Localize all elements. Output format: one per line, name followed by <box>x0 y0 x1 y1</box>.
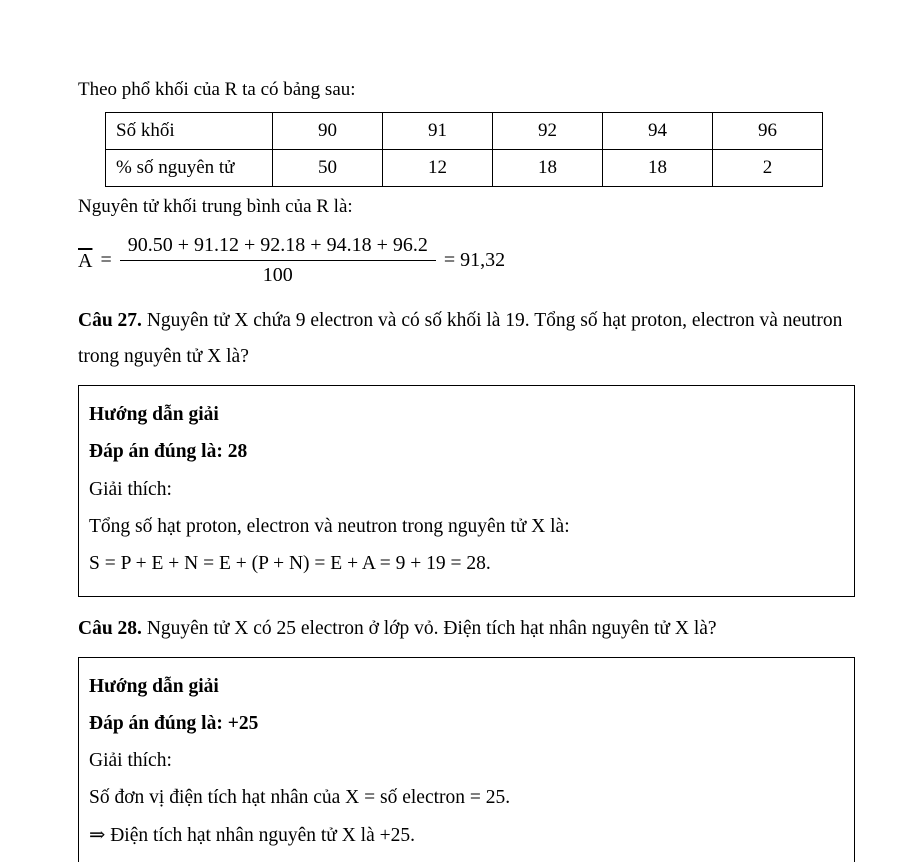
table-cell: 12 <box>383 149 493 186</box>
formula-result: = 91,32 <box>443 249 506 272</box>
table-cell: 90 <box>273 112 383 149</box>
solution-explain-label: Giải thích: <box>89 750 172 772</box>
table-cell: 2 <box>713 149 823 186</box>
question-28-text: Nguyên tử X có 25 electron ở lớp vỏ. Điện tích hạt nhân nguyên tử X là? <box>141 617 717 639</box>
formula-symbol-a: $\overline{A}$ <box>78 250 93 273</box>
table-cell: 91 <box>383 112 493 149</box>
solution-line: S = P + E + N = E + (P + N) = E + A = 9 + 19 = 28. <box>89 553 491 575</box>
table-row-label: % số nguyên tử <box>106 149 273 186</box>
solution-answer: Đáp án đúng là: +25 <box>89 712 259 734</box>
table-cell: 18 <box>493 149 603 186</box>
question-27-text: Nguyên tử X chứa 9 electron và có số khối là 19. Tổng số hạt proton, electron và neutron trong nguyên tử X là? <box>78 310 843 368</box>
solution-heading: Hướng dẫn giải <box>89 675 219 697</box>
average-mass-formula <box>78 234 855 287</box>
question-28 <box>78 611 855 647</box>
table-row <box>106 149 823 186</box>
solution-box-27 <box>78 385 855 596</box>
question-27 <box>78 303 855 375</box>
intro-text: Theo phổ khối của R ta có bảng sau: <box>78 79 356 100</box>
solution-box-28 <box>78 657 855 862</box>
average-mass-intro: Nguyên tử khối trung bình của R là: <box>78 195 353 217</box>
solution-explain-label: Giải thích: <box>89 478 172 500</box>
table-cell: 96 <box>713 112 823 149</box>
table-cell: 94 <box>603 112 713 149</box>
table-cell: 18 <box>603 149 713 186</box>
table-cell: 92 <box>493 112 603 149</box>
solution-line: ⇒ Điện tích hạt nhân nguyên tử X là +25. <box>89 824 416 846</box>
formula-fraction <box>120 234 436 287</box>
formula-equals: = <box>100 249 112 272</box>
table-cell: 50 <box>273 149 383 186</box>
fraction-numerator: 90.50 + 91.12 + 92.18 + 94.18 + 96.2 <box>120 234 436 261</box>
solution-line: Tổng số hạt proton, electron và neutron trong nguyên tử X là: <box>89 516 570 538</box>
fraction-denominator: 100 <box>262 264 293 287</box>
table-row-label: Số khối <box>106 112 273 149</box>
question-28-label: Câu 28. <box>78 617 142 639</box>
solution-heading: Hướng dẫn giải <box>89 404 219 426</box>
solution-answer: Đáp án đúng là: 28 <box>89 441 248 463</box>
table-row <box>106 112 823 149</box>
solution-line: Số đơn vị điện tích hạt nhân của X = số electron = 25. <box>89 787 511 809</box>
question-27-label: Câu 27. <box>78 310 142 332</box>
mass-spectrum-table <box>105 112 823 187</box>
